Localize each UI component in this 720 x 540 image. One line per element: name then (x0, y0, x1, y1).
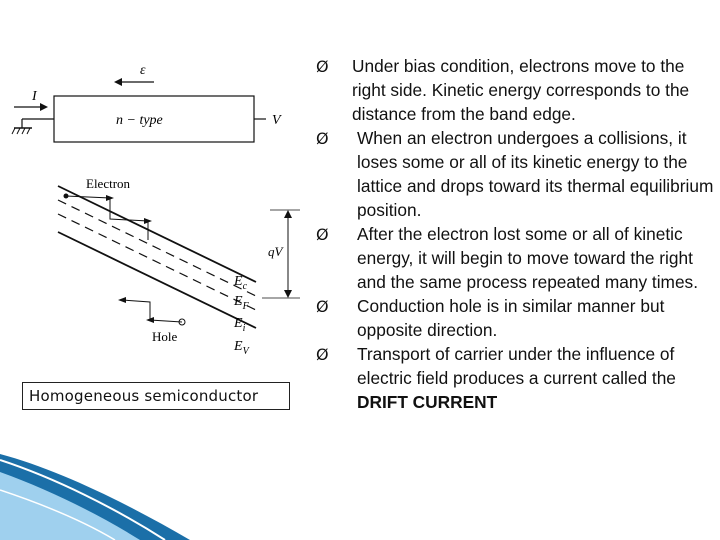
hole-label: Hole (152, 329, 178, 344)
bullet-arrow-icon: Ø (316, 225, 329, 244)
bullet-arrow-icon: Ø (316, 345, 329, 364)
field-label: ε (140, 63, 146, 78)
ef-line (58, 200, 256, 296)
bullet-text: After the electron lost some or all of kinetic energy, it will begin to move toward the right and the same process repeated many times. (357, 224, 699, 292)
ev-line (58, 232, 256, 328)
voltage-label: V (272, 113, 281, 128)
diagram-caption: Homogeneous semiconductor (22, 382, 290, 410)
field-arrow-head (114, 78, 122, 86)
bullet-item (316, 54, 716, 126)
bullet-list (316, 54, 716, 414)
bullet-item (316, 222, 716, 294)
electron-label: Electron (86, 176, 131, 191)
band-diagram (0, 0, 300, 420)
drift-current-term: DRIFT CURRENT (357, 392, 498, 412)
qv-label: qV (268, 244, 283, 259)
bullet-text: Conduction hole is in similar manner but opposite direction. (357, 296, 665, 340)
ei-label: $E_i$ (234, 316, 246, 334)
ef-label: $E_F$ (234, 294, 249, 312)
ei-line (58, 214, 256, 310)
bullet-arrow-icon: Ø (316, 129, 329, 148)
bullet-item (316, 294, 716, 342)
corner-decoration (0, 450, 720, 540)
bullet-arrow-icon: Ø (316, 57, 329, 76)
bullet-text: Under bias condition, electrons move to the right side. Kinetic energy corresponds to the distance from the band edge. (352, 56, 690, 124)
n-type-label: n − type (116, 113, 163, 128)
ec-label: $E_c$ (234, 274, 248, 292)
bullet-item (316, 126, 716, 222)
bullet-item (316, 342, 716, 414)
bullet-arrow-icon: Ø (316, 297, 329, 316)
current-label: I (32, 89, 37, 104)
electron-path (66, 196, 148, 240)
bullet-text: When an electron undergoes a collisions, it loses some or all of its kinetic energy to the lattice and drops toward its thermal equilibrium position. (357, 128, 714, 220)
bullet-text: Transport of carrier under the influence of electric field produces a current called the DRIFT CURRENT (357, 344, 676, 412)
ev-label: $E_V$ (234, 339, 249, 357)
ec-line (58, 186, 256, 282)
